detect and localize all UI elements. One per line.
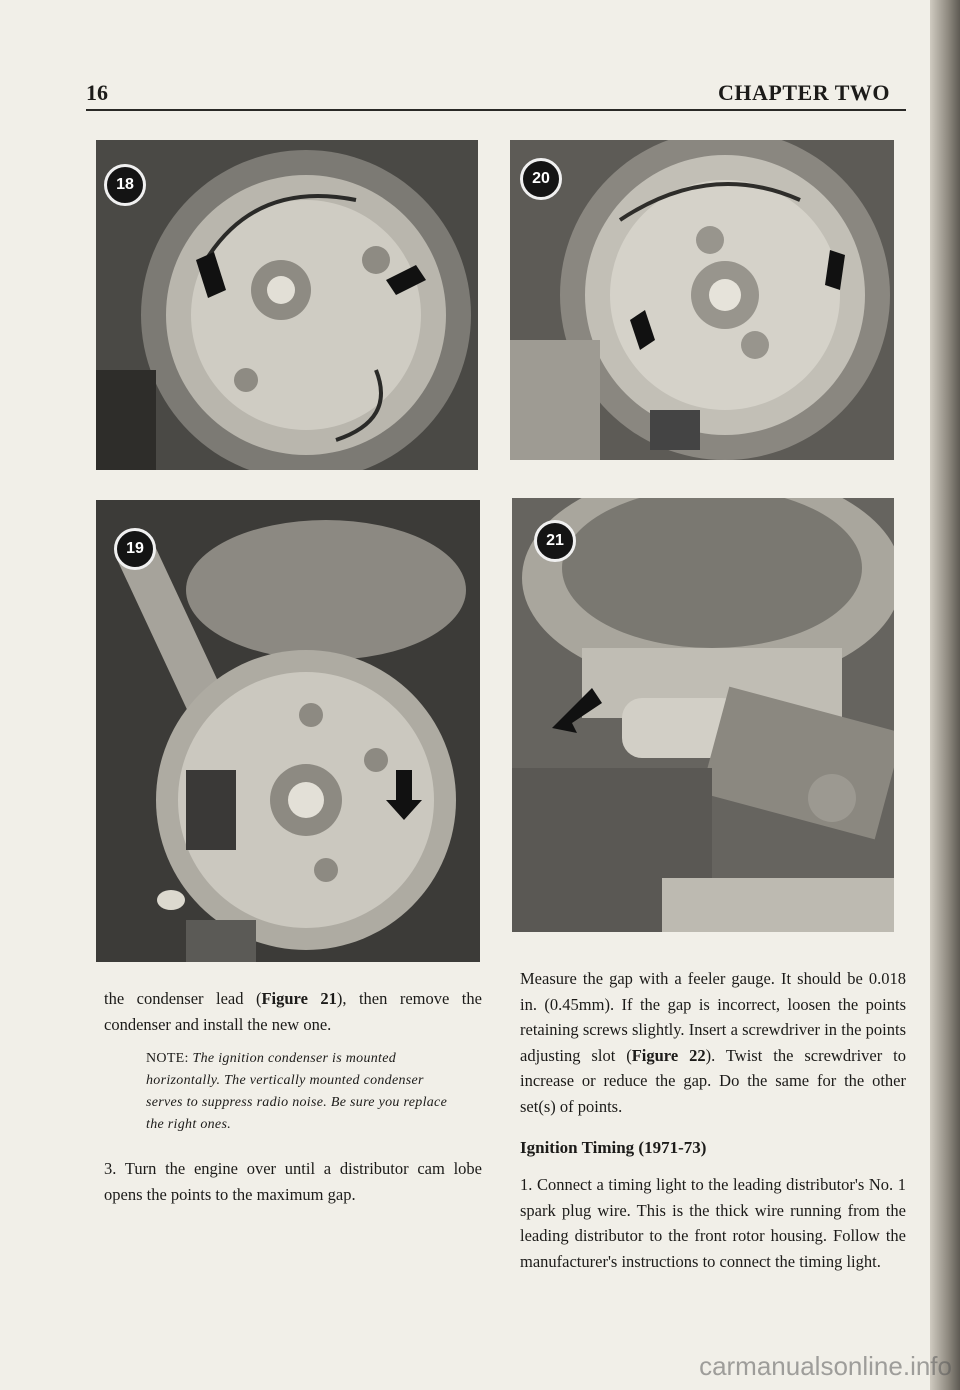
figure-reference: Figure 22	[631, 1045, 706, 1065]
figure-number-badge: 19	[114, 528, 156, 570]
left-paragraph-2: 3. Turn the engine over until a distributor cam lobe opens the points to the maximum gap.	[104, 1159, 482, 1204]
right-paragraph-1: Measure the gap with a feeler gauge. It should be 0.018 in. (0.45mm). If the gap is incorrect, loosen the points retaining screws slightly. Insert a screwdriver in the points adjusting slot (Figure 22). Twist the screwdriver to increase or reduce the gap. Do the same for the other set(s) of points.	[520, 969, 906, 1116]
figure-21-photo	[512, 498, 894, 932]
distributor-image	[96, 140, 478, 470]
note-label: NOTE:	[146, 1051, 193, 1066]
figure-reference: Figure 21	[261, 989, 337, 1008]
page-edge	[930, 0, 960, 1390]
figure-20-photo	[510, 140, 894, 460]
chapter-title: CHAPTER TWO	[718, 80, 890, 105]
note-block	[146, 1048, 458, 1136]
note-body: The ignition condenser is mounted horizontally. The vertically mounted condenser serves to suppress radio noise. Be sure you replace the right ones.	[146, 1051, 448, 1132]
figure-19-photo	[96, 500, 480, 962]
figure-number-badge: 18	[104, 164, 146, 206]
figure-18-photo	[96, 140, 478, 470]
distributor-image	[512, 498, 894, 932]
left-paragraph-1: the condenser lead (Figure 21), then remove the condenser and install the new one.	[104, 989, 482, 1034]
distributor-image	[510, 140, 894, 460]
figure-number-badge: 21	[534, 520, 576, 562]
header-divider	[86, 109, 906, 111]
figure-number-badge: 20	[520, 158, 562, 200]
section-heading: Ignition Timing (1971-73)	[520, 1138, 707, 1157]
distributor-image	[96, 500, 480, 962]
watermark: carmanualsonline.info	[699, 1351, 952, 1381]
page-number: 16	[86, 80, 108, 105]
right-paragraph-2: 1. Connect a timing light to the leading distributor's No. 1 spark plug wire. This is the thick wire running from the leading distributor to the front rotor housing. Follow the manufacturer's instructions to connect the timing light.	[520, 1175, 906, 1271]
